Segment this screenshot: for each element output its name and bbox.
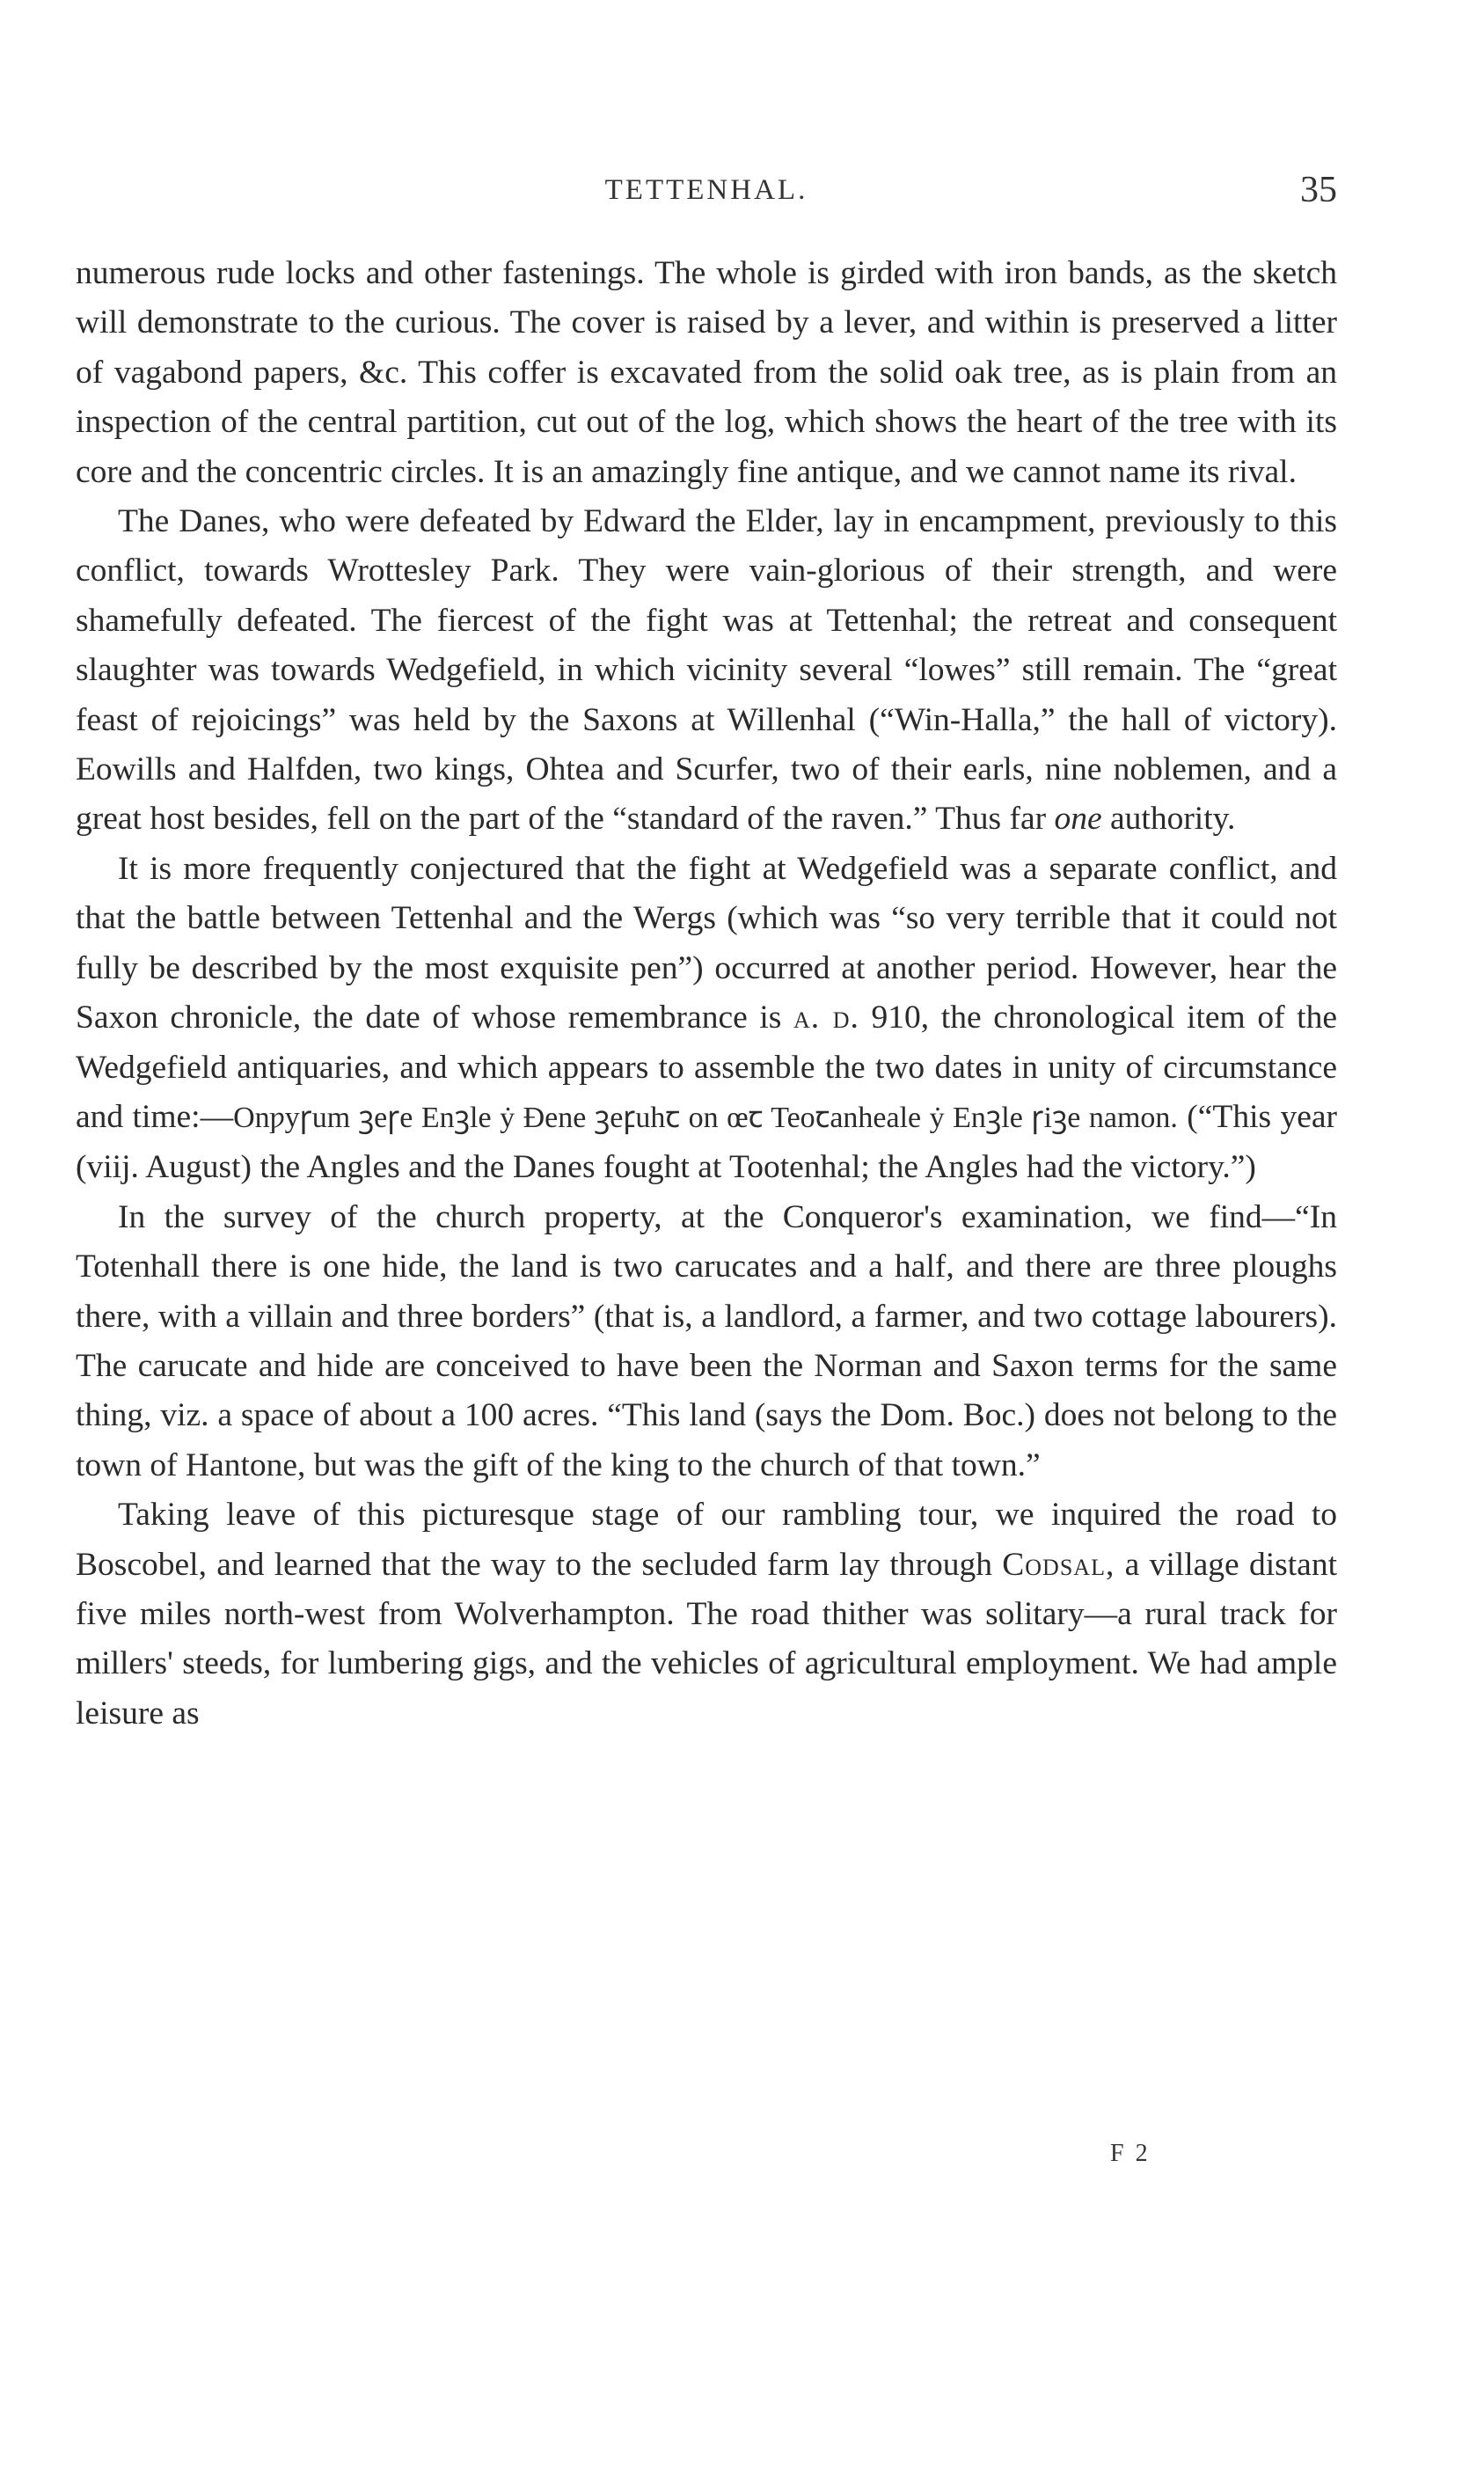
signature-mark: F 2	[1110, 2140, 1151, 2167]
running-title: TETTENHAL.	[604, 174, 808, 206]
paragraph-text: 910, the chronological item of the Wedgefield antiquaries, and which appears to assemble the two dates in unity of circumstance and time:—	[76, 1000, 1337, 1135]
small-caps-date: a. d.	[793, 1000, 859, 1036]
paragraph-survey	[76, 1193, 1337, 1490]
paragraph-danes	[76, 497, 1337, 845]
paragraph-wedgefield	[76, 845, 1337, 1193]
italic-word: one	[1054, 801, 1102, 838]
old-english-quote: Onƿyꞅum ꝫeꞅe Enꝫle ẏ Ðene ꝫeꝼuhꞇ on œꞇ Teoꞇanheale ẏ Enꝫle ꞅiꝫe namon.	[233, 1101, 1178, 1134]
paragraph-continuation	[76, 249, 1337, 497]
running-head	[76, 170, 1337, 227]
small-caps-place: Codsal,	[1002, 1546, 1115, 1583]
body-text	[76, 249, 1337, 1739]
paragraph-text: It is more frequently conjectured that the fight at Wedgefield was a separate conflict, and that the battle between Tettenhal and the Wergs (which was “so very terrible that it could not fully be described by the most exquisite pen”) occurred at another period. However, hear the Saxon chronicle, the date of whose remembrance is	[76, 850, 1337, 1036]
paragraph-text: In the survey of the church property, at the Conqueror's examination, we find—“In Totenhall there is one hide, the land is two carucates and a half, and there are three ploughs there, with a villain and three borders” (that is, a landlord, a farmer, and two cottage labourers). The carucate and hide are conceived to have been the Norman and Saxon terms for the same thing, viz. a space of about a 100 acres. “This land (says the Dom. Boc.) does not belong to the town of Hantone, but was the gift of the king to the church of that town.”	[76, 1198, 1337, 1483]
paragraph-text: The Danes, who were defeated by Edward the Elder, lay in encampment, previously to this conflict, towards Wrottesley Park. They were vain-glorious of their strength, and were shamefully defeated. The fiercest of the fight was at Tettenhal; the retreat and consequent slaughter was towards Wedgefield, in which vicinity several “lowes” still remain. The “great feast of rejoicings” was held by the Saxons at Willenhal (“Win-Halla,” the hall of victory). Eowills and Halfden, two kings, Ohtea and Scurfer, two of their earls, nine noblemen, and a great host besides, fell on the part of the “standard of the raven.” Thus far	[76, 503, 1337, 838]
paragraph-text: numerous rude locks and other fastenings. The whole is girded with iron bands, as the sketch will demonstrate to the curious. The cover is raised by a lever, and within is preserved a litter of vagabond papers, &c. This coffer is excavated from the solid oak tree, as is plain from an inspection of the central partition, cut out of the log, which shows the heart of the tree with its core and the concentric circles. It is an amazingly fine antique, and we cannot name its rival.	[76, 255, 1337, 490]
page-number: 35	[1300, 170, 1337, 210]
paragraph-text: authority.	[1101, 801, 1236, 838]
paragraph-text: (“This year (viij. August) the Angles and the Danes fought at Tootenhal; the Angles had the victory.”)	[76, 1098, 1338, 1186]
paragraph-text: Taking leave of this picturesque stage of our rambling tour, we inquired the road to Boscobel, and learned that the way to the secluded farm lay through	[76, 1497, 1337, 1583]
paragraph-codsal	[76, 1490, 1337, 1739]
paragraph-text: a village distant five miles north-west from Wolverhampton. The road thither was solitary—a rural track for millers' steeds, for lumbering gigs, and the vehicles of agricultural employment. We had ample leisure as	[76, 1546, 1337, 1732]
